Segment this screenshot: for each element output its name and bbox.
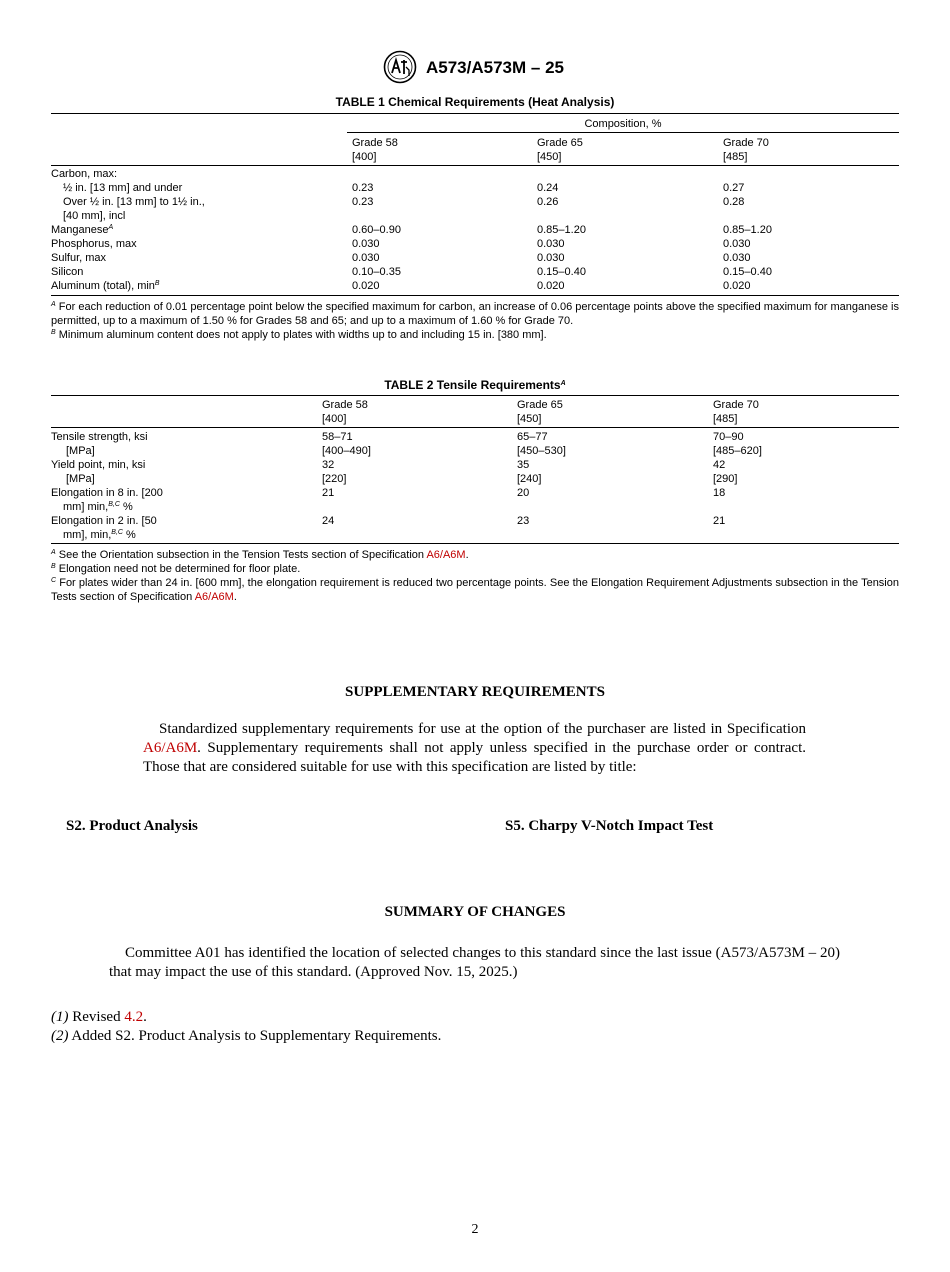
table2-cell: 58–71 bbox=[322, 431, 353, 443]
footnote-mark: A bbox=[108, 224, 114, 231]
table1-cell: 0.85–1.20 bbox=[537, 224, 586, 236]
table1-cell: 0.030 bbox=[537, 238, 565, 250]
table2-cell: 70–90 bbox=[713, 431, 744, 443]
table1-row-label: Aluminum (total), $\min^B$ bbox=[51, 280, 160, 292]
table1-header-rule bbox=[51, 165, 899, 166]
table1-footnote-b: $^B$ Minimum aluminum content does not apply to plates with widths up to and including 15 in. [380 mm]. bbox=[51, 329, 547, 341]
table1-cell: 0.030 bbox=[723, 252, 751, 264]
table1-cell: 0.020 bbox=[537, 280, 565, 292]
table1-cell: 0.85–1.20 bbox=[723, 224, 772, 236]
table2-grade70: Grade 70 bbox=[713, 399, 759, 411]
table2-top-rule bbox=[51, 395, 899, 396]
table2-caption: TABLE 2 Tensile Requirements$^A$ bbox=[384, 378, 566, 392]
table2-cell: 35 bbox=[517, 459, 530, 471]
table1-grade58: Grade 58 bbox=[352, 137, 398, 149]
table1-cell: 0.15–0.40 bbox=[537, 266, 586, 278]
table2-cell: [400–490] bbox=[322, 445, 371, 457]
table1-cell: 0.23 bbox=[352, 182, 374, 194]
supplementary-paragraph: Standardized supplementary requirements for use at the option of the purchaser are listed in Specification A6/A6M. Supplementary requirements shall not apply unless specified in the purchase order or contract. Those that are considered suitable for use with this specification are listed by title: bbox=[143, 721, 806, 775]
table1-cell: 0.60–0.90 bbox=[352, 224, 401, 236]
table2-cell: [485–620] bbox=[713, 445, 762, 457]
table1-row-label: Manganese$^A$ bbox=[51, 224, 114, 236]
table2-row-label: Tensile strength, ksi bbox=[51, 431, 148, 443]
summary-paragraph: Committee A01 has identified the location of selected changes to this standard since the last issue (A573/A573M – 20) that may impact the use of this standard. (Approved Nov. 15, 2025.) bbox=[109, 945, 840, 980]
table2-grade70-si: [485] bbox=[713, 413, 738, 425]
table2-bottom-rule bbox=[51, 543, 899, 544]
table2-row-label-cont: mm] min,$^{B,C}$ % bbox=[63, 501, 133, 513]
summary-item: (2) Added S2. Product Analysis to Supplementary Requirements. bbox=[51, 1028, 442, 1044]
table1-row-label: Phosphorus, max bbox=[51, 238, 137, 250]
table1-grade70-si: [485] bbox=[723, 151, 748, 163]
table1-grade65-si: [450] bbox=[537, 151, 562, 163]
table1-cell: 0.26 bbox=[537, 196, 559, 208]
table2-row-label: Yield point, min, ksi bbox=[51, 459, 146, 471]
table1-grade70: Grade 70 bbox=[723, 137, 769, 149]
table2-cell: 24 bbox=[322, 515, 335, 527]
table2-header-rule bbox=[51, 427, 899, 428]
table1-bottom-rule bbox=[51, 295, 899, 296]
table2-footnote-a: $^A$ See the Orientation subsection in the Tension Tests section of Specification A6/A6M. bbox=[51, 549, 469, 561]
document-id: A573/A573M – 25 bbox=[426, 58, 564, 77]
table2-footnote-b: $^B$ Elongation need not be determined for floor plate. bbox=[51, 563, 301, 575]
table2-cell: 21 bbox=[322, 487, 335, 499]
table1-cell: 0.24 bbox=[537, 182, 559, 194]
table1-cell: 0.030 bbox=[723, 238, 751, 250]
summary-item: (1) Revised 4.2. bbox=[51, 1009, 147, 1025]
table1-row-label-cont: [40 mm], incl bbox=[63, 210, 126, 222]
table2-row-label: Elongation in 2 in. [50 bbox=[51, 515, 157, 527]
table2-cell: [220] bbox=[322, 473, 347, 485]
table1-grade65: Grade 65 bbox=[537, 137, 583, 149]
a6-a6m-link[interactable]: A6/A6M bbox=[143, 740, 198, 756]
table1-cell: 0.23 bbox=[352, 196, 374, 208]
table1-row-label: Sulfur, max bbox=[51, 252, 107, 264]
table1-cell: 0.020 bbox=[352, 280, 380, 292]
table1-cell: 0.030 bbox=[352, 238, 380, 250]
table1-row-label: Silicon bbox=[51, 266, 84, 278]
table1-top-rule bbox=[51, 113, 899, 114]
section-4-2-link[interactable]: 4.2 bbox=[124, 1009, 144, 1025]
table2-footnote-c: $^C$ For plates wider than 24 in. [600 mm], the elongation requirement is reduced two percentage points. See the Elongation Requirement Adjustments subsection in the Tension Tests section of Specification A6/A6M. bbox=[51, 577, 899, 603]
table1-footnote-a: $^A$ For each reduction of 0.01 percentage point below the specified maximum for carbon, an increase of 0.06 percentage points above the specified maximum for manganese is permitted, up to a maximum of 1.50 % for Grades 58 and 65; and up to a maximum of 1.60 % for Grade 70. bbox=[51, 301, 899, 327]
table2-row-label-cont: [MPa] bbox=[66, 445, 95, 457]
table1-cell: 0.020 bbox=[723, 280, 751, 292]
table2-row-label-cont: mm], min,$^{B,C}$ % bbox=[63, 529, 136, 541]
table2-row-label: Elongation in 8 in. [200 bbox=[51, 487, 163, 499]
page-number: 2 bbox=[471, 1222, 479, 1237]
table1-composition-header: Composition, % bbox=[584, 118, 662, 130]
table1-sub-rule bbox=[347, 132, 899, 133]
table2-cell: [240] bbox=[517, 473, 542, 485]
table1-row-label: Carbon, max: bbox=[51, 168, 118, 180]
astm-logo-icon bbox=[382, 50, 418, 84]
supplementary-heading: SUPPLEMENTARY REQUIREMENTS bbox=[345, 684, 605, 700]
table2-cell: 20 bbox=[517, 487, 530, 499]
table1-cell: 0.15–0.40 bbox=[723, 266, 772, 278]
table1-row-label: ½ in. [13 mm] and under bbox=[63, 182, 183, 194]
table2-grade65-si: [450] bbox=[517, 413, 542, 425]
table2-grade58: Grade 58 bbox=[322, 399, 368, 411]
table2-cell: 23 bbox=[517, 515, 530, 527]
a6-a6m-link[interactable]: A6/A6M bbox=[194, 591, 234, 603]
table2-cell: [290] bbox=[713, 473, 738, 485]
table2-row-label-cont: [MPa] bbox=[66, 473, 95, 485]
table2-cell: [450–530] bbox=[517, 445, 566, 457]
table1-cell: 0.10–0.35 bbox=[352, 266, 401, 278]
table1-caption: TABLE 1 Chemical Requirements (Heat Analysis) bbox=[335, 95, 615, 109]
table2-grade65: Grade 65 bbox=[517, 399, 563, 411]
supplementary-item-s5: S5. Charpy V-Notch Impact Test bbox=[505, 818, 714, 834]
supplementary-item-s2: S2. Product Analysis bbox=[66, 818, 198, 834]
footnote-mark: B bbox=[154, 280, 160, 287]
table2-cell: 42 bbox=[713, 459, 726, 471]
table1-cell: 0.030 bbox=[352, 252, 380, 264]
table1-cell: 0.28 bbox=[723, 196, 745, 208]
summary-heading: SUMMARY OF CHANGES bbox=[384, 904, 566, 920]
a6-a6m-link[interactable]: A6/A6M bbox=[426, 549, 466, 561]
table2-cell: 32 bbox=[322, 459, 335, 471]
table2-grade58-si: [400] bbox=[322, 413, 347, 425]
table2-cell: 21 bbox=[713, 515, 726, 527]
table1-cell: 0.27 bbox=[723, 182, 745, 194]
table1-grade58-si: [400] bbox=[352, 151, 377, 163]
table1-cell: 0.030 bbox=[537, 252, 565, 264]
table2-cell: 65–77 bbox=[517, 431, 548, 443]
table2-cell: 18 bbox=[713, 487, 726, 499]
table1-row-label: Over ½ in. [13 mm] to 1½ in., bbox=[63, 196, 205, 208]
